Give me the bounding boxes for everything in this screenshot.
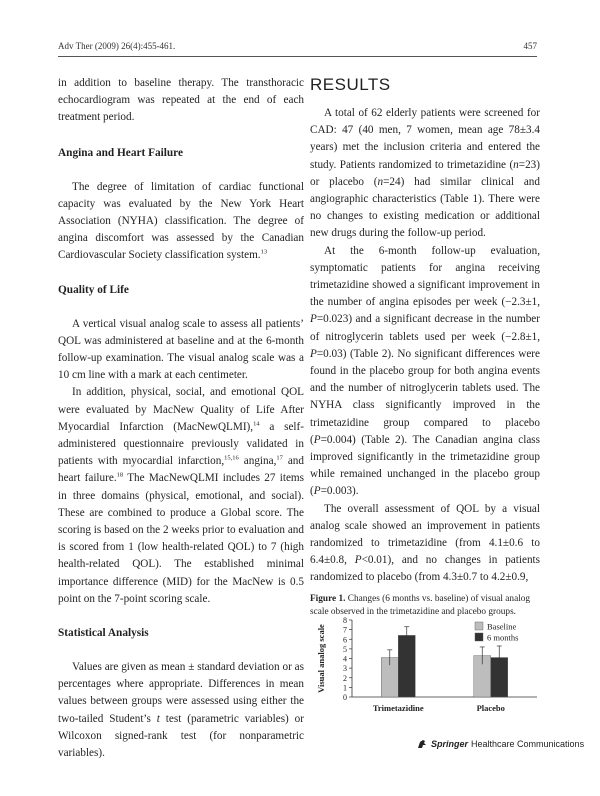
- springer-horse-icon: [416, 738, 428, 750]
- heading-results: RESULTS: [310, 75, 391, 94]
- heading-angina-heart-failure: Angina and Heart Failure: [58, 146, 184, 159]
- legend-swatch: [475, 633, 483, 641]
- paragraph-angina: The degree of limitation of cardiac functional capacity was evaluated by the New York Heart Association (NYHA) classification. The degree of angina discomfort was assessed by the Canadian Cardiovascular Society classification system.$^{13}$: [58, 180, 304, 262]
- left-column: [58, 75, 304, 762]
- legend-label: Baseline: [487, 621, 517, 632]
- right-column: [310, 75, 540, 619]
- y-tick-label: 7: [343, 625, 347, 635]
- paragraph-statistics: Values are given as mean ± standard deviation or as percentages where appropriate. Differences in mean values between groups were assessed using either the two-tailed Student’s t test (parametric variables) or Wilcoxon signed-rank test (for nonparametric variables).: [58, 661, 304, 760]
- y-tick-label: 6: [343, 635, 347, 645]
- paragraph-qol-2: In addition, physical, social, and emotional QOL were evaluated by MacNew Quality of Life After Myocardial Infarction (MacNewQLMI),$^{14}$ a self-administered questionnaire previously validated in patients with myocardial infarction,$^{15,16}$ angina,$^{17}$ and heart failure.$^{18}$ The MacNewQLMI includes 27 items in three domains (physical, emotional, and social). These are combined to produce a Global score. The scoring is based on the 2 weeks prior to evaluation and is scored from 1 (low health-related QOL) to 7 (high health-related QOL). The established minimal importance difference (MID) for the MacNew is 0.5 point on the 7-point scoring scale.: [58, 386, 304, 605]
- y-tick-label: 8: [343, 616, 347, 625]
- paragraph-continued: in addition to baseline therapy. The transthoracic echocardiogram was repeated at the end of each treatment period.: [58, 77, 304, 124]
- y-axis-label: Visual analog scale: [316, 624, 326, 693]
- y-tick-label: 2: [343, 673, 347, 683]
- x-category-label: Placebo: [476, 703, 505, 713]
- y-tick-label: 5: [343, 644, 347, 654]
- publisher-name: Springer: [431, 739, 469, 749]
- publisher-tagline: Healthcare Communications: [471, 739, 585, 749]
- running-header-journal: Adv Ther (2009) 26(4):455-461.: [58, 41, 176, 51]
- figure-caption: Figure 1. Changes (6 months vs. baseline) of visual analog scale observed in the trimetazidine and placebo groups.: [310, 593, 531, 617]
- paragraph-results-2: At the 6-month follow-up evaluation, symptomatic patients for angina receiving trimetazidine showed a significant improvement in the number of angina episodes per week (−2.3±1, P=0.023) and a significant decrease in the number of nitroglycerin tablets used per week (−2.8±1, P=0.03) (Table 2). No significant differences were found in the placebo group for both angina events and the number of nitroglycerin tablets used. The NYHA class significantly improved in the trimetazidine group compared to placebo (P=0.004) (Table 2). The Canadian angina class improved significantly in the trimetazidine group while remained unchanged in the placebo group (P=0.003).: [310, 244, 540, 498]
- paragraph-qol-1: A vertical visual analog scale to assess all patients’ QOL was administered at baseline and at the 6-month follow-up examination. The visual analog scale was a 10 cm line with a mark at each centimeter.: [58, 317, 304, 382]
- y-tick-label: 1: [343, 683, 347, 693]
- bar-6-months: [398, 635, 415, 697]
- figure-1-bar-chart: [312, 612, 542, 717]
- publisher-logo: [416, 738, 584, 750]
- paragraph-results-3: The overall assessment of QOL by a visual analog scale showed an improvement in patients randomized to trimetazidine (from 4.1±0.6 to 6.4±0.8, P<0.01), and no changes in patients randomized to placebo (from 4.3±0.7 to 4.2±0.9,: [310, 502, 540, 584]
- y-tick-label: 4: [343, 654, 347, 664]
- page-number: 457: [523, 41, 537, 51]
- header-rule: [58, 56, 537, 57]
- heading-statistical-analysis: Statistical Analysis: [58, 627, 149, 640]
- heading-quality-of-life: Quality of Life: [58, 283, 129, 296]
- x-category-label: Trimetazidine: [372, 703, 424, 713]
- paragraph-results-1: A total of 62 elderly patients were screened for CAD: 47 (40 men, 7 women, mean age 78±3.4 years) met the inclusion criteria and entered the study. Patients randomized to trimetazidine (n=23) or placebo (n=24) had similar clinical and angiographic characteristics (Table 1). There were no changes to existing medication or additional new drugs during the follow-up period.: [310, 107, 540, 240]
- y-tick-label: 0: [343, 693, 347, 702]
- y-tick-label: 3: [343, 664, 347, 674]
- legend-swatch: [475, 622, 483, 630]
- legend-label: 6 months: [487, 632, 519, 643]
